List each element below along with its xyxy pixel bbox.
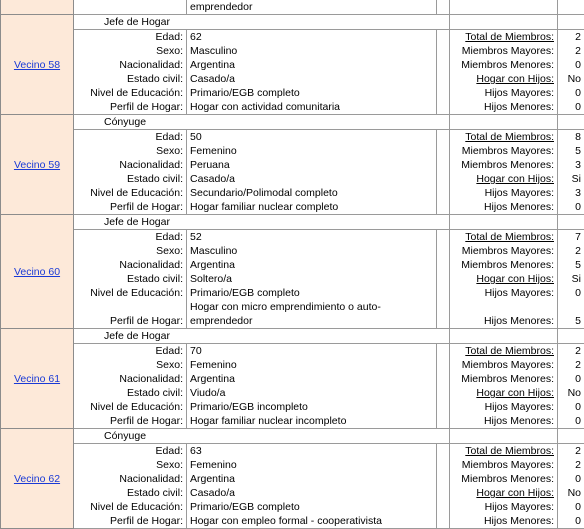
edad-row (1, 130, 584, 145)
menores-label: Miembros Menores: (450, 158, 558, 172)
role-label: Cónyuge (74, 115, 437, 130)
mayores-value: 5 (558, 144, 584, 158)
value-cell (558, 215, 584, 230)
hijos-mayores-label: Hijos Mayores: (450, 286, 558, 300)
menores-value: 3 (558, 158, 584, 172)
hijos-mayores-value: 0 (558, 500, 584, 514)
con-hijos-label: Hogar con Hijos: (450, 172, 558, 186)
role-label: Jefe de Hogar (74, 15, 437, 30)
value-cell (558, 0, 584, 15)
total-label: Total de Miembros: (450, 230, 558, 245)
role-label: Jefe de Hogar (74, 215, 437, 230)
spacer-cell (437, 144, 450, 158)
spacer-cell (437, 100, 450, 115)
con-hijos-label: Hogar con Hijos: (450, 272, 558, 286)
menores-value: 5 (558, 258, 584, 272)
total-value: 8 (558, 130, 584, 145)
nivel-value: Secundario/Polimodal completo (187, 186, 437, 200)
hijos-mayores-label: Hijos Mayores: (450, 186, 558, 200)
nacionalidad-row (1, 372, 584, 386)
mayores-label: Miembros Mayores: (450, 44, 558, 58)
estado-civil-row (1, 272, 584, 286)
mayores-label: Miembros Mayores: (450, 358, 558, 372)
spacer-cell (437, 272, 450, 286)
hijos-menores-value: 5 (558, 300, 584, 329)
mayores-label: Miembros Mayores: (450, 244, 558, 258)
label-cell (450, 329, 558, 344)
top-fragment-row (1, 0, 584, 15)
nivel-label: Nivel de Educación: (74, 286, 187, 300)
edad-label: Edad: (74, 344, 187, 359)
spacer-cell (437, 258, 450, 272)
sexo-row (1, 244, 584, 258)
sexo-label: Sexo: (74, 144, 187, 158)
perfil-label: Perfil de Hogar: (74, 514, 187, 529)
edad-row (1, 230, 584, 245)
spacer-cell (437, 130, 450, 145)
total-label: Total de Miembros: (450, 30, 558, 45)
nacionalidad-label: Nacionalidad: (74, 158, 187, 172)
nacionalidad-label: Nacionalidad: (74, 58, 187, 72)
hijos-menores-label: Hijos Menores: (450, 200, 558, 215)
spacer-cell (437, 186, 450, 200)
label-cell (450, 115, 558, 130)
spacer-cell (437, 72, 450, 86)
sexo-label: Sexo: (74, 244, 187, 258)
mayores-value: 2 (558, 358, 584, 372)
spacer-cell (437, 486, 450, 500)
sexo-row (1, 458, 584, 472)
spacer-cell (437, 15, 450, 30)
spacer-cell (437, 344, 450, 359)
label-cell (450, 0, 558, 15)
value-cell (558, 429, 584, 444)
total-value: 2 (558, 30, 584, 45)
menores-value: 0 (558, 372, 584, 386)
edad-value: 50 (187, 130, 437, 145)
role-row (1, 329, 584, 344)
spacer-cell (437, 358, 450, 372)
perfil-row (1, 414, 584, 429)
con-hijos-label: Hogar con Hijos: (450, 386, 558, 400)
vecino-link[interactable]: Vecino 61 (14, 373, 60, 385)
nacionalidad-value: Argentina (187, 258, 437, 272)
estado-civil-label: Estado civil: (74, 72, 187, 86)
spacer-cell (437, 386, 450, 400)
mayores-label: Miembros Mayores: (450, 144, 558, 158)
vecino-cell[interactable] (1, 329, 74, 429)
hijos-menores-label: Hijos Menores: (450, 514, 558, 529)
spacer-cell (437, 44, 450, 58)
hijos-menores-label: Hijos Menores: (450, 414, 558, 429)
hijos-mayores-label: Hijos Mayores: (450, 400, 558, 414)
hijos-mayores-value: 0 (558, 400, 584, 414)
vecino-cell[interactable] (1, 429, 74, 529)
hijos-menores-value: 0 (558, 100, 584, 115)
nivel-label: Nivel de Educación: (74, 400, 187, 414)
value-cell (558, 115, 584, 130)
perfil-value: Hogar con micro emprendimiento o auto-emprendedor (187, 300, 437, 329)
perfil-label: Perfil de Hogar: (74, 414, 187, 429)
nacionalidad-row (1, 158, 584, 172)
sexo-row (1, 44, 584, 58)
menores-label: Miembros Menores: (450, 58, 558, 72)
hijos-mayores-label: Hijos Mayores: (450, 86, 558, 100)
mayores-value: 2 (558, 458, 584, 472)
estado-civil-row (1, 172, 584, 186)
estado-civil-label: Estado civil: (74, 272, 187, 286)
spacer-cell (437, 0, 450, 15)
edad-label: Edad: (74, 130, 187, 145)
con-hijos-value: No (558, 486, 584, 500)
menores-label: Miembros Menores: (450, 372, 558, 386)
spacer-cell (437, 115, 450, 130)
estado-civil-value: Casado/a (187, 172, 437, 186)
estado-civil-value: Viudo/a (187, 386, 437, 400)
perfil-row (1, 514, 584, 529)
vecino-cell-empty (1, 0, 74, 15)
perfil-value: Hogar con actividad comunitaria (187, 100, 437, 115)
estado-civil-row (1, 386, 584, 400)
perfil-row (1, 300, 584, 329)
role-label: Jefe de Hogar (74, 329, 437, 344)
nivel-value: Primario/EGB completo (187, 286, 437, 300)
nacionalidad-label: Nacionalidad: (74, 372, 187, 386)
sexo-value: Masculino (187, 44, 437, 58)
spacer-cell (437, 400, 450, 414)
spacer-cell (437, 86, 450, 100)
hijos-menores-label: Hijos Menores: (450, 300, 558, 329)
estado-civil-value: Casado/a (187, 486, 437, 500)
edad-row (1, 344, 584, 359)
nivel-value: Primario/EGB completo (187, 500, 437, 514)
perfil-value: Hogar familiar nuclear completo (187, 200, 437, 215)
nacionalidad-value: Argentina (187, 372, 437, 386)
edad-label: Edad: (74, 230, 187, 245)
sexo-value: Femenino (187, 144, 437, 158)
edad-value: 70 (187, 344, 437, 359)
label-cell (74, 0, 187, 15)
label-cell (450, 15, 558, 30)
spacer-cell (437, 172, 450, 186)
nivel-value: Primario/EGB incompleto (187, 400, 437, 414)
estado-civil-label: Estado civil: (74, 486, 187, 500)
hijos-mayores-value: 3 (558, 186, 584, 200)
spacer-cell (437, 329, 450, 344)
hijos-menores-value: 0 (558, 514, 584, 529)
estado-civil-value: Soltero/a (187, 272, 437, 286)
perfil-row (1, 200, 584, 215)
perfil-label: Perfil de Hogar: (74, 300, 187, 329)
vecino-cell[interactable] (1, 15, 74, 115)
edad-value: 63 (187, 444, 437, 459)
edad-label: Edad: (74, 30, 187, 45)
nivel-label: Nivel de Educación: (74, 186, 187, 200)
sexo-label: Sexo: (74, 44, 187, 58)
nacionalidad-label: Nacionalidad: (74, 472, 187, 486)
sexo-value: Femenino (187, 458, 437, 472)
estado-civil-label: Estado civil: (74, 386, 187, 400)
vecino-cell[interactable] (1, 115, 74, 215)
role-row (1, 429, 584, 444)
role-row (1, 115, 584, 130)
nacionalidad-label: Nacionalidad: (74, 258, 187, 272)
hijos-mayores-value: 0 (558, 286, 584, 300)
sexo-label: Sexo: (74, 458, 187, 472)
nivel-row (1, 400, 584, 414)
menores-label: Miembros Menores: (450, 472, 558, 486)
label-cell (450, 429, 558, 444)
edad-row (1, 444, 584, 459)
nacionalidad-value: Argentina (187, 58, 437, 72)
role-label: Cónyuge (74, 429, 437, 444)
nacionalidad-row (1, 258, 584, 272)
perfil-value: Hogar con empleo formal - cooperativista (187, 514, 437, 529)
edad-row (1, 30, 584, 45)
spacer-cell (437, 429, 450, 444)
menores-label: Miembros Menores: (450, 258, 558, 272)
total-value: 2 (558, 344, 584, 359)
nivel-label: Nivel de Educación: (74, 500, 187, 514)
mayores-label: Miembros Mayores: (450, 458, 558, 472)
label-cell (450, 215, 558, 230)
con-hijos-value: No (558, 386, 584, 400)
estado-civil-row (1, 486, 584, 500)
spacer-cell (437, 230, 450, 245)
total-label: Total de Miembros: (450, 444, 558, 459)
perfil-label: Perfil de Hogar: (74, 200, 187, 215)
spacer-cell (437, 200, 450, 215)
hijos-menores-label: Hijos Menores: (450, 100, 558, 115)
sexo-row (1, 144, 584, 158)
con-hijos-value: No (558, 72, 584, 86)
spacer-cell (437, 444, 450, 459)
vecino-cell[interactable] (1, 215, 74, 329)
edad-value: 52 (187, 230, 437, 245)
mayores-value: 2 (558, 44, 584, 58)
spacer-cell (437, 514, 450, 529)
estado-civil-label: Estado civil: (74, 172, 187, 186)
value-cell (558, 329, 584, 344)
vecino-link[interactable]: Vecino 59 (14, 159, 60, 171)
nacionalidad-row (1, 58, 584, 72)
con-hijos-label: Hogar con Hijos: (450, 72, 558, 86)
spacer-cell (437, 58, 450, 72)
sexo-label: Sexo: (74, 358, 187, 372)
nivel-row (1, 86, 584, 100)
nacionalidad-value: Peruana (187, 158, 437, 172)
sexo-value: Masculino (187, 244, 437, 258)
edad-value: 62 (187, 30, 437, 45)
value-cell (558, 15, 584, 30)
spacer-cell (437, 158, 450, 172)
hijos-mayores-label: Hijos Mayores: (450, 500, 558, 514)
total-value: 7 (558, 230, 584, 245)
con-hijos-label: Hogar con Hijos: (450, 486, 558, 500)
spacer-cell (437, 215, 450, 230)
total-label: Total de Miembros: (450, 344, 558, 359)
estado-civil-value: Casado/a (187, 72, 437, 86)
nivel-label: Nivel de Educación: (74, 86, 187, 100)
sexo-row (1, 358, 584, 372)
con-hijos-value: Si (558, 172, 584, 186)
edad-label: Edad: (74, 444, 187, 459)
hijos-menores-value: 0 (558, 414, 584, 429)
nivel-value: Primario/EGB completo (187, 86, 437, 100)
nacionalidad-row (1, 472, 584, 486)
hijos-menores-value: 0 (558, 200, 584, 215)
nivel-row (1, 186, 584, 200)
role-row (1, 15, 584, 30)
spacer-cell (437, 458, 450, 472)
spacer-cell (437, 414, 450, 429)
menores-value: 0 (558, 58, 584, 72)
con-hijos-value: Si (558, 272, 584, 286)
vecino-link[interactable]: Vecino 60 (14, 266, 60, 278)
mayores-value: 2 (558, 244, 584, 258)
top-fragment-text: emprendedor (187, 0, 437, 15)
total-value: 2 (558, 444, 584, 459)
perfil-label: Perfil de Hogar: (74, 100, 187, 115)
sexo-value: Femenino (187, 358, 437, 372)
spacer-cell (437, 286, 450, 300)
nacionalidad-value: Argentina (187, 472, 437, 486)
spacer-cell (437, 300, 450, 329)
spacer-cell (437, 30, 450, 45)
perfil-value: Hogar familiar nuclear incompleto (187, 414, 437, 429)
vecino-link[interactable]: Vecino 62 (14, 473, 60, 485)
nivel-row (1, 286, 584, 300)
total-label: Total de Miembros: (450, 130, 558, 145)
nivel-row (1, 500, 584, 514)
spacer-cell (437, 472, 450, 486)
vecinos-table-body (1, 0, 584, 529)
spacer-cell (437, 244, 450, 258)
perfil-row (1, 100, 584, 115)
vecino-link[interactable]: Vecino 58 (14, 59, 60, 71)
role-row (1, 215, 584, 230)
spacer-cell (437, 500, 450, 514)
menores-value: 0 (558, 472, 584, 486)
estado-civil-row (1, 72, 584, 86)
spacer-cell (437, 372, 450, 386)
hijos-mayores-value: 0 (558, 86, 584, 100)
